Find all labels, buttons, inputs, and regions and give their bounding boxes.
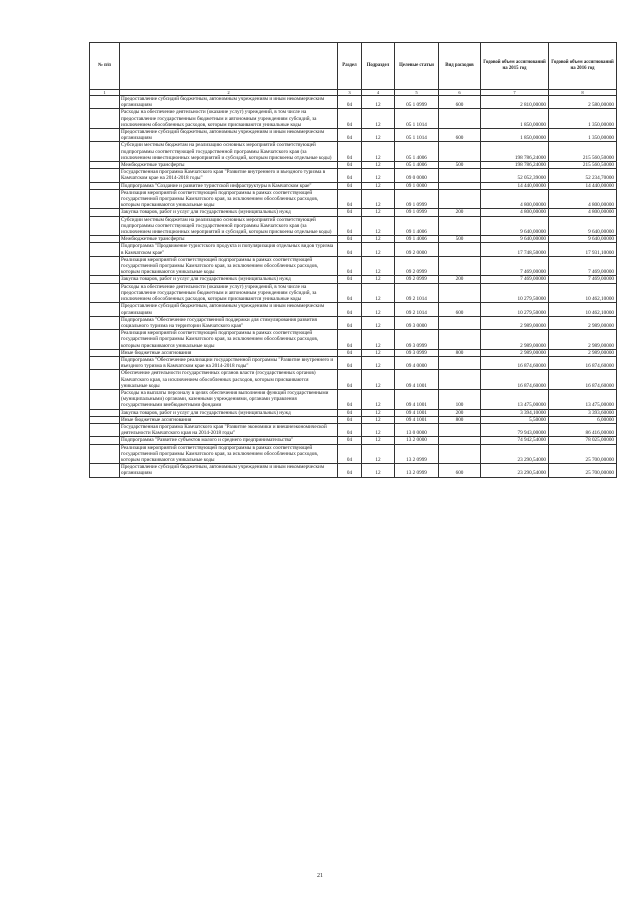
amount-2015: 2 989,00000 (481, 330, 549, 350)
amount-2016: 3 393,60000 (549, 409, 617, 416)
table-row (90, 356, 617, 369)
section-code: 04 (338, 236, 362, 243)
cell-index (90, 129, 120, 142)
header-cell: Целевые статьи (395, 43, 439, 90)
header-row (90, 43, 617, 90)
amount-2016: 17 931,10000 (549, 243, 617, 256)
target-article: 05 1 1014 (395, 109, 439, 129)
subsection-code: 12 (362, 162, 395, 169)
column-number: 6 (439, 90, 481, 96)
amount-2015: 9 640,00000 (481, 236, 549, 243)
amount-2016: 1 350,00000 (549, 109, 617, 129)
cell-index (90, 256, 120, 276)
amount-2015: 2 989,00000 (481, 349, 549, 356)
amount-2016: 7 469,00000 (549, 256, 617, 276)
column-number: 1 (90, 90, 120, 96)
target-article: 09 4 1001 (395, 370, 439, 390)
expense-name: Подпрограмма "Создание и развитие туристской инфраструктуры в Камчатском крае" (120, 182, 338, 189)
amount-2015: 74 942,54000 (481, 437, 549, 444)
amount-2016: 2 989,00000 (549, 349, 617, 356)
amount-2015: 3 394,10000 (481, 409, 549, 416)
amount-2016: 14 440,00000 (549, 182, 617, 189)
section-code: 04 (338, 389, 362, 409)
section-code: 04 (338, 356, 362, 369)
table-row (90, 303, 617, 316)
subsection-code: 12 (362, 142, 395, 162)
expense-name: Подпрограмма "Продвижение туристского продукта и популяризация отдельных видов туризма в Камчатском крае" (120, 243, 338, 256)
target-article: 09 2 1014 (395, 303, 439, 316)
amount-2015: 16 874,60000 (481, 370, 549, 390)
header-cell: Годовой объем ассигнований на 2015 год (481, 43, 549, 90)
subsection-code: 12 (362, 349, 395, 356)
expense-name: Предоставление субсидий бюджетным, автономным учреждениям и иным некоммерческим организациям (120, 129, 338, 142)
target-article: 13 2 0999 (395, 444, 439, 464)
subsection-code: 12 (362, 182, 395, 189)
target-article: 09 2 0999 (395, 276, 439, 283)
section-code: 04 (338, 349, 362, 356)
amount-2015: 13 475,00000 (481, 389, 549, 409)
section-code: 04 (338, 409, 362, 416)
section-code: 04 (338, 209, 362, 216)
column-number: 3 (338, 90, 362, 96)
subsection-code: 12 (362, 129, 395, 142)
section-code: 04 (338, 283, 362, 303)
amount-2016: 1 350,00000 (549, 129, 617, 142)
cell-index (90, 464, 120, 477)
amount-2016: 7 469,00000 (549, 276, 617, 283)
expense-name: Субсидии местным бюджетам на реализацию основных мероприятий соответствующей подпрограммы соответствующей государственной программы Камчатского края (за исключением инвестиционных мероприятий и субсидий, которым присвоены отдельные коды) (120, 216, 338, 236)
subsection-code: 12 (362, 356, 395, 369)
amount-2016: 2 580,00000 (549, 96, 617, 109)
section-code: 04 (338, 129, 362, 142)
cell-index (90, 303, 120, 316)
expense-type (439, 444, 481, 464)
table-row (90, 96, 617, 109)
cell-index (90, 109, 120, 129)
amount-2015: 2 810,00000 (481, 96, 549, 109)
subsection-code: 12 (362, 209, 395, 216)
table-row (90, 283, 617, 303)
expense-type (439, 182, 481, 189)
amount-2016: 9 640,00000 (549, 216, 617, 236)
section-code: 04 (338, 243, 362, 256)
amount-2016: 16 874,60000 (549, 356, 617, 369)
amount-2016: 10 462,10000 (549, 303, 617, 316)
table-row (90, 162, 617, 169)
table-row (90, 256, 617, 276)
expense-name: Государственная программа Камчатского края "Развитие внутреннего и въездного туризма в Камчатском крае на 2014-2018 годы" (120, 169, 338, 182)
budget-table (89, 42, 617, 478)
subsection-code: 12 (362, 109, 395, 129)
header-cell: Годовой объем ассигнований на 2016 год (549, 43, 617, 90)
amount-2016: 25 700,00000 (549, 464, 617, 477)
target-article: 09 1 0000 (395, 182, 439, 189)
expense-name: Закупка товаров, работ и услуг для государственных (муниципальных) нужд (120, 209, 338, 216)
table-row (90, 409, 617, 416)
section-code: 04 (338, 370, 362, 390)
expense-name: Подпрограмма "Обеспечение государственной поддержки для стимулирования развития социального туризма на территории Камчатского края" (120, 316, 338, 329)
cell-index (90, 437, 120, 444)
cell-index (90, 142, 120, 162)
section-code: 04 (338, 330, 362, 350)
column-number: 4 (362, 90, 395, 96)
subsection-code: 12 (362, 243, 395, 256)
amount-2016: 86 416,00000 (549, 423, 617, 436)
cell-index (90, 96, 120, 109)
amount-2016: 2 989,00000 (549, 330, 617, 350)
expense-name: Расходы на обеспечение деятельности (оказание услуг) учреждений, в том числе на предоставление государственным бюджетным и автономным учреждениям субсидий, за исключением обособленных расходов, которым присваиваются уникальные коды (120, 283, 338, 303)
target-article: 09 1 4006 (395, 216, 439, 236)
table-row (90, 349, 617, 356)
subsection-code: 12 (362, 409, 395, 416)
section-code: 04 (338, 109, 362, 129)
subsection-code: 12 (362, 370, 395, 390)
subsection-code: 12 (362, 464, 395, 477)
section-code: 04 (338, 276, 362, 283)
expense-type (439, 356, 481, 369)
amount-2015: 1 850,00000 (481, 129, 549, 142)
expense-type (439, 189, 481, 209)
table-row (90, 142, 617, 162)
target-article: 09 1 0999 (395, 189, 439, 209)
cell-index (90, 356, 120, 369)
amount-2015: 16 874,60000 (481, 356, 549, 369)
expense-name: Расходы на обеспечение деятельности (оказание услуг) учреждений, в том числе на предоставление государственным бюджетным и автономным учреждениям субсидий, за исключением обособленных расходов, которым присваиваются уникальные коды (120, 109, 338, 129)
amount-2015: 198 786,24000 (481, 162, 549, 169)
expense-type: 600 (439, 96, 481, 109)
target-article: 09 1 0999 (395, 209, 439, 216)
amount-2015: 10 279,50000 (481, 303, 549, 316)
subsection-code: 12 (362, 216, 395, 236)
table-body (90, 96, 617, 478)
amount-2015: 52 052,39000 (481, 169, 549, 182)
amount-2016: 10 462,10000 (549, 283, 617, 303)
expense-name: Реализация мероприятий соответствующей подпрограммы в рамках соответствующей государственной программы Камчатского края, за исключением обособленных расходов, которым присваиваются уникальные коды (120, 256, 338, 276)
target-article: 09 2 0999 (395, 256, 439, 276)
expense-name: Предоставление субсидий бюджетным, автономным учреждениям и иным некоммерческим организациям (120, 464, 338, 477)
amount-2015: 5,50000 (481, 416, 549, 423)
table-row (90, 330, 617, 350)
subsection-code: 12 (362, 169, 395, 182)
page-number: 21 (317, 873, 323, 879)
cell-index (90, 209, 120, 216)
cell-index (90, 162, 120, 169)
cell-index (90, 349, 120, 356)
expense-type (439, 216, 481, 236)
section-code: 04 (338, 96, 362, 109)
amount-2016: 25 700,00000 (549, 444, 617, 464)
amount-2016: 215 560,50000 (549, 142, 617, 162)
subsection-code: 12 (362, 189, 395, 209)
table-row (90, 437, 617, 444)
section-code: 04 (338, 416, 362, 423)
amount-2016: 9 640,00000 (549, 236, 617, 243)
expense-type (439, 243, 481, 256)
amount-2015: 10 279,50000 (481, 283, 549, 303)
amount-2015: 7 469,00000 (481, 276, 549, 283)
table-row (90, 416, 617, 423)
expense-type: 600 (439, 129, 481, 142)
target-article: 09 2 1014 (395, 283, 439, 303)
expense-type: 100 (439, 389, 481, 409)
expense-name: Реализация мероприятий соответствующей подпрограммы в рамках соответствующей государственной программы Камчатского края, за исключением обособленных расходов, которым присваиваются уникальные коды (120, 444, 338, 464)
table-row (90, 276, 617, 283)
table-row (90, 236, 617, 243)
section-code: 04 (338, 303, 362, 316)
section-code: 04 (338, 464, 362, 477)
expense-name: Предоставление субсидий бюджетным, автономным учреждениям и иным некоммерческим организациям (120, 96, 338, 109)
table-row (90, 169, 617, 182)
table-row (90, 444, 617, 464)
table-row (90, 216, 617, 236)
expense-type (439, 142, 481, 162)
amount-2016: 4 800,00000 (549, 209, 617, 216)
expense-type: 500 (439, 162, 481, 169)
table-row (90, 389, 617, 409)
section-code: 04 (338, 437, 362, 444)
target-article: 05 1 4006 (395, 142, 439, 162)
subsection-code: 12 (362, 316, 395, 329)
cell-index (90, 389, 120, 409)
amount-2015: 23 290,54000 (481, 444, 549, 464)
table-row (90, 243, 617, 256)
expense-name: Закупка товаров, работ и услуг для государственных (муниципальных) нужд (120, 276, 338, 283)
expense-type: 800 (439, 416, 481, 423)
expense-type: 500 (439, 236, 481, 243)
header-cell: Вид расходов (439, 43, 481, 90)
expense-type: 200 (439, 209, 481, 216)
cell-index (90, 444, 120, 464)
subsection-code: 12 (362, 444, 395, 464)
expense-name: Предоставление субсидий бюджетным, автономным учреждениям и иным некоммерческим организациям (120, 303, 338, 316)
expense-type (439, 109, 481, 129)
cell-index (90, 189, 120, 209)
cell-index (90, 276, 120, 283)
subsection-code: 12 (362, 303, 395, 316)
table-row (90, 209, 617, 216)
amount-2016: 4 800,00000 (549, 189, 617, 209)
expense-type (439, 283, 481, 303)
amount-2015: 4 800,00000 (481, 209, 549, 216)
amount-2015: 1 850,00000 (481, 109, 549, 129)
expense-name: Обеспечение деятельности государственных органов власти (государственных органов) Камчатского края, за исключением обособленных расходов, которым присваиваются уникальные коды (120, 370, 338, 390)
table-row (90, 189, 617, 209)
header-cell: № п/п (90, 43, 120, 90)
section-code: 04 (338, 256, 362, 276)
target-article: 09 3 0999 (395, 330, 439, 350)
amount-2015: 17 748,50000 (481, 243, 549, 256)
amount-2015: 2 989,00000 (481, 316, 549, 329)
amount-2015: 7 469,00000 (481, 256, 549, 276)
column-number: 7 (481, 90, 549, 96)
cell-index (90, 182, 120, 189)
target-article: 13 0 0000 (395, 423, 439, 436)
expense-name: Подпрограмма "Обеспечение реализации государственной программы "Развитие внутреннего и въездного туризма в Камчатском крае на 2014-2018 годы" (120, 356, 338, 369)
subsection-code: 12 (362, 437, 395, 444)
amount-2016: 215 560,50000 (549, 162, 617, 169)
table-row (90, 423, 617, 436)
expense-type (439, 256, 481, 276)
table-row (90, 370, 617, 390)
amount-2016: 6,00000 (549, 416, 617, 423)
expense-type (439, 423, 481, 436)
subsection-code: 12 (362, 416, 395, 423)
expense-name: Закупка товаров, работ и услуг для государственных (муниципальных) нужд (120, 409, 338, 416)
header-cell (120, 43, 338, 90)
table-row (90, 129, 617, 142)
section-code: 04 (338, 444, 362, 464)
subsection-code: 12 (362, 423, 395, 436)
amount-2015: 23 290,54000 (481, 464, 549, 477)
expense-type (439, 330, 481, 350)
amount-2015: 79 943,00000 (481, 423, 549, 436)
expense-type (439, 316, 481, 329)
expense-type (439, 370, 481, 390)
amount-2015: 9 640,00000 (481, 216, 549, 236)
cell-index (90, 169, 120, 182)
expense-name: Расходы на выплаты персоналу в целях обеспечения выполнения функций государственными (муниципальными) органами, казенными учреждениями, органами управления государственными внебюджетными фондами (120, 389, 338, 409)
section-code: 04 (338, 162, 362, 169)
target-article: 09 3 0000 (395, 316, 439, 329)
column-number: 5 (395, 90, 439, 96)
subsection-code: 12 (362, 236, 395, 243)
target-article: 09 2 0000 (395, 243, 439, 256)
column-number: 2 (120, 90, 338, 96)
expense-type (439, 437, 481, 444)
section-code: 04 (338, 182, 362, 189)
target-article: 09 4 1001 (395, 409, 439, 416)
target-article: 13 2 0000 (395, 437, 439, 444)
target-article: 09 0 0000 (395, 169, 439, 182)
section-code: 04 (338, 189, 362, 209)
subsection-code: 12 (362, 389, 395, 409)
amount-2015: 198 786,24000 (481, 142, 549, 162)
cell-index (90, 423, 120, 436)
expense-type: 600 (439, 303, 481, 316)
section-code: 04 (338, 316, 362, 329)
section-code: 04 (338, 423, 362, 436)
table-row (90, 464, 617, 477)
target-article: 13 2 0999 (395, 464, 439, 477)
subsection-code: 12 (362, 96, 395, 109)
cell-index (90, 416, 120, 423)
expense-name: Иные бюджетные ассигнования (120, 416, 338, 423)
expense-name: Государственная программа Камчатского края "Развитие экономики и внешнеэкономической деятельности Камчатского края на 2014-2018 годы" (120, 423, 338, 436)
amount-2016: 16 874,60000 (549, 370, 617, 390)
subsection-code: 12 (362, 330, 395, 350)
cell-index (90, 409, 120, 416)
target-article: 05 1 0999 (395, 96, 439, 109)
target-article: 09 4 1001 (395, 416, 439, 423)
expense-type: 800 (439, 349, 481, 356)
cell-index (90, 330, 120, 350)
subsection-code: 12 (362, 283, 395, 303)
subsection-code: 12 (362, 276, 395, 283)
amount-2015: 14 440,00000 (481, 182, 549, 189)
subsection-code: 12 (362, 256, 395, 276)
section-code: 04 (338, 142, 362, 162)
expense-name: Подпрограмма "Развитие субъектов малого и среднего предпринимательства" (120, 437, 338, 444)
section-code: 04 (338, 169, 362, 182)
target-article: 05 1 4006 (395, 162, 439, 169)
target-article: 09 4 1001 (395, 389, 439, 409)
amount-2015: 4 800,00000 (481, 189, 549, 209)
amount-2016: 78 025,00000 (549, 437, 617, 444)
table-row (90, 182, 617, 189)
cell-index (90, 370, 120, 390)
column-number: 8 (549, 90, 617, 96)
expense-name: Межбюджетные трансферты (120, 236, 338, 243)
header-cell: Подраздел (362, 43, 395, 90)
target-article: 05 1 1014 (395, 129, 439, 142)
cell-index (90, 316, 120, 329)
target-article: 09 1 4006 (395, 236, 439, 243)
expense-name: Иные бюджетные ассигнования (120, 349, 338, 356)
cell-index (90, 283, 120, 303)
cell-index (90, 243, 120, 256)
table-row (90, 109, 617, 129)
expense-name: Субсидии местным бюджетам на реализацию основных мероприятий соответствующей подпрограммы соответствующей государственной программы Камчатского края (за исключением инвестиционных мероприятий и субсидий, которым присвоены отдельные коды) (120, 142, 338, 162)
expense-name: Межбюджетные трансферты (120, 162, 338, 169)
header-cell: Раздел (338, 43, 362, 90)
table-row (90, 316, 617, 329)
amount-2016: 13 475,00000 (549, 389, 617, 409)
amount-2016: 2 989,00000 (549, 316, 617, 329)
expense-type (439, 169, 481, 182)
target-article: 09 3 0999 (395, 349, 439, 356)
expense-name: Реализация мероприятий соответствующей подпрограммы в рамках соответствующей государственной программы Камчатского края, за исключением обособленных расходов, которым присваиваются уникальные коды (120, 330, 338, 350)
section-code: 04 (338, 216, 362, 236)
expense-type: 200 (439, 276, 481, 283)
amount-2016: 52 234,70000 (549, 169, 617, 182)
expense-type: 200 (439, 409, 481, 416)
cell-index (90, 216, 120, 236)
cell-index (90, 236, 120, 243)
target-article: 09 4 0000 (395, 356, 439, 369)
expense-name: Реализация мероприятий соответствующей подпрограммы в рамках соответствующей государственной программы Камчатского края, за исключением обособленных расходов, которым присваиваются уникальные коды (120, 189, 338, 209)
expense-type: 600 (439, 464, 481, 477)
